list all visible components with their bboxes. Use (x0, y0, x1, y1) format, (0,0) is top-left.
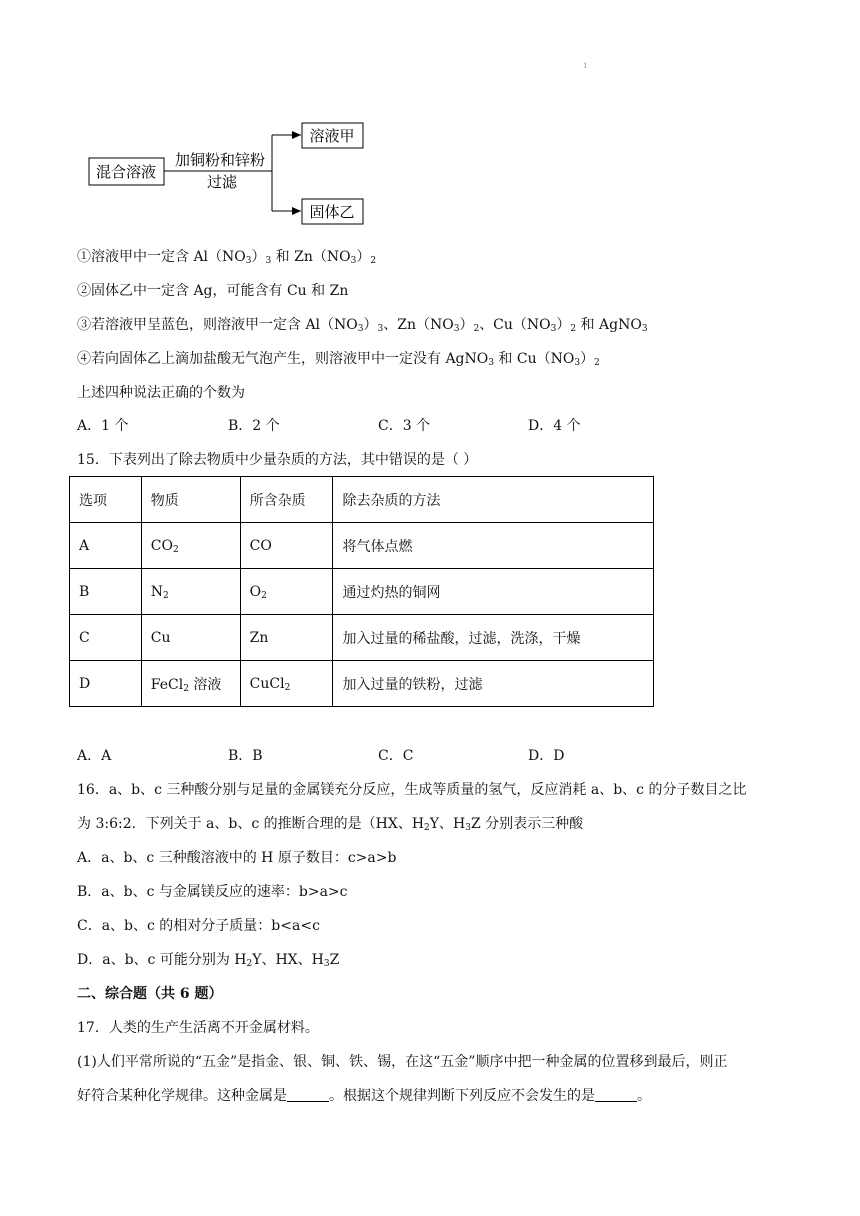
q15-option-d[interactable]: D．D (528, 748, 565, 764)
header-substance: 物质 (141, 477, 240, 523)
row-substance: $N_2$ (141, 569, 240, 615)
row-option: C (70, 615, 142, 661)
q16-stem-line-1: 16．a、b、c 三种酸分别与足量的金属镁充分反应，生成等质量的氢气，反应消耗 a、b、c 的分子数目之比 (77, 782, 747, 798)
q14-statement-2: ②固体乙中一定含 Ag，可能含有 Cu 和 Zn (77, 283, 349, 299)
row-substance: $CO_2$ (141, 523, 240, 569)
row-method: 通过灼热的铜网 (333, 569, 654, 615)
flow-start-label: 混合溶液 (95, 163, 157, 181)
row-substance: FeCl$_2$ 溶液 (141, 661, 240, 707)
table-row (70, 661, 654, 707)
row-method: 加入过量的铁粉，过滤 (333, 661, 654, 707)
row-method: 将气体点燃 (333, 523, 654, 569)
q14-option-d[interactable]: D．4 个 (528, 418, 581, 434)
section-title: 二、综合题（共 6 题） (77, 986, 223, 1002)
row-option: A (70, 523, 142, 569)
row-option: D (70, 661, 142, 707)
q16-option-c[interactable]: C．a、b、c 的相对分子质量：b<a<c (77, 918, 320, 934)
row-impurity: $O_2$ (240, 569, 333, 615)
header-method: 除去杂质的方法 (333, 477, 654, 523)
table-row (70, 523, 654, 569)
q14-statement-4: ④若向固体乙上滴加盐酸无气泡产生，则溶液甲中一定没有 AgNO$_3$ 和 $Cu(NO_3)_2$ (77, 351, 600, 368)
table-row (70, 615, 654, 661)
header-option: 选项 (70, 477, 142, 523)
page-mark: 1 (583, 62, 588, 70)
q14-prompt: 上述四种说法正确的个数为 (77, 385, 245, 401)
flow-arrow-top-label: 加铜粉和锌粉 (174, 151, 266, 169)
q14-option-b[interactable]: B．2 个 (228, 418, 280, 434)
row-substance: Cu (141, 615, 240, 661)
row-impurity: CuCl$_2$ (240, 661, 333, 707)
q15-table (69, 476, 654, 707)
q15-option-b[interactable]: B．B (228, 748, 263, 764)
q16-option-d[interactable]: D．a、b、c 可能分别为 $H_2Y$、HX、$H_3Z$ (77, 952, 340, 969)
flow-out-bottom-label: 固体乙 (309, 203, 355, 221)
q17-part1-line-2: 好符合某种化学规律。这种金属是 。根据这个规律判断下列反应不会发生的是 。 (77, 1088, 651, 1104)
table-row (70, 569, 654, 615)
row-impurity: CO (240, 523, 333, 569)
q16-option-a[interactable]: A．a、b、c 三种酸溶液中的 H 原子数目：c>a>b (77, 850, 397, 866)
answer-blank-2[interactable] (595, 1087, 637, 1102)
table-header-row (70, 477, 654, 523)
q15-stem: 15．下表列出了除去物质中少量杂质的方法，其中错误的是（ ） (77, 452, 478, 468)
row-option: B (70, 569, 142, 615)
answer-blank-1[interactable] (287, 1087, 329, 1102)
flow-out-top-label: 溶液甲 (309, 127, 355, 145)
q14-statement-3: ③若溶液甲呈蓝色，则溶液甲一定含 $Al(NO_3)_3$、$Zn(NO_3)_2$、$Cu(NO_3)_2$ 和 AgNO$_3$ (77, 317, 648, 334)
q17-stem: 17．人类的生产生活离不开金属材料。 (77, 1020, 319, 1036)
q15-option-a[interactable]: A．A (77, 748, 112, 764)
row-impurity: Zn (240, 615, 333, 661)
header-impurity: 所含杂质 (240, 477, 333, 523)
q16-stem-line-2: 为 3:6:2．下列关于 a、b、c 的推断合理的是（HX、$H_2Y$、$H_3Z$ 分别表示三种酸 (77, 816, 584, 833)
flow-arrow-bottom-label: 过滤 (206, 173, 238, 191)
q14-option-a[interactable]: A．1 个 (77, 418, 129, 434)
q17-part1-line-1: (1)人们平常所说的“五金”是指金、银、铜、铁、锡，在这“五金”顺序中把一种金属的位置移到最后，则正 (77, 1054, 728, 1070)
q16-option-b[interactable]: B．a、b、c 与金属镁反应的速率：b>a>c (77, 884, 348, 900)
q14-option-c[interactable]: C．3 个 (378, 418, 431, 434)
q14-statement-1: ①溶液甲中一定含 $Al(NO_3)_3$ 和 $Zn(NO_3)_2$ (77, 249, 377, 266)
flowchart (0, 0, 860, 240)
q15-option-c[interactable]: C．C (378, 748, 414, 764)
row-method: 加入过量的稀盐酸，过滤，洗涤，干燥 (333, 615, 654, 661)
